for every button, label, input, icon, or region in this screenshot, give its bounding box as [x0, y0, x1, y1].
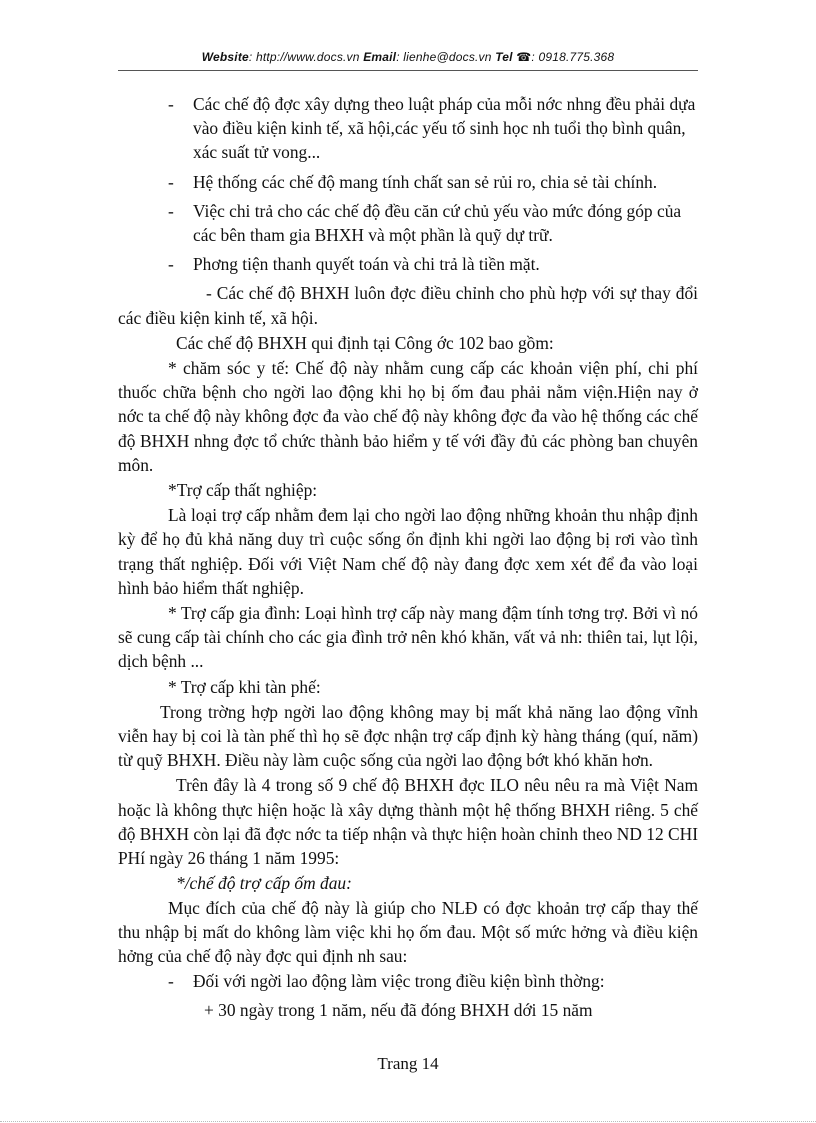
paragraph: Trong trờng hợp ngời lao động không may bị mất khả năng lao động vĩnh viễn hay bị coi là tàn phế thì họ sẽ đợc nhận trợ cấp định kỳ hàng tháng (quí, năm) từ quỹ BHXH. Điều này làm cuộc sống của ngời lao động bớt khó khăn hơn.: [118, 701, 698, 771]
page-header: [0, 50, 816, 64]
tel-value: : 0918.775.368: [531, 50, 615, 64]
section-heading: */chế độ trợ cấp ốm đau:: [176, 873, 352, 894]
bullet-dash: -: [168, 171, 174, 192]
paragraph: * Trợ cấp gia đình: Loại hình trợ cấp này mang đậm tính tơng trợ. Bởi vì nó sẽ cung cấp tài chính cho các gia đình trở nên khó khăn, vất vả nh: thiên tai, lụt lội, dịch bệnh ...: [118, 603, 698, 672]
paragraph: - Các chế độ BHXH luôn đợc điều chỉnh cho phù hợp với sự thay đổi các điều kiện kinh tế, xã hội.: [118, 283, 698, 328]
bullet-dash: -: [168, 971, 174, 992]
bullet-item: - Việc chi trả cho các chế độ đều căn cứ chủ yếu vào mức đóng góp của các bên tham gia BHXH và một phần là quỹ dự trữ.: [168, 200, 682, 246]
bullet-dash: -: [168, 254, 174, 275]
sub-item: + 30 ngày trong 1 năm, nếu đã đóng BHXH dới 15 năm: [204, 1000, 593, 1021]
website-value: : http://www.docs.vn: [248, 50, 360, 64]
paragraph: Trên đây là 4 trong số 9 chế độ BHXH đợc ILO nêu nêu ra mà Việt Nam hoặc là không thực hiện hoặc là xây dựng thành một hệ thống BHXH riêng. 5 chế độ BHXH còn lại đã đợc nớc ta tiếp nhận và thực hiện hoàn chỉnh theo ND 12 CHI PHí ngày 26 tháng 1 năm 1995:: [118, 775, 698, 869]
bullet-item: - Phơng tiện thanh quyết toán và chi trả là tiền mặt.: [118, 252, 698, 276]
bullet-item: - Các chế độ đợc xây dựng theo luật pháp của mỗi nớc nhng đều phải dựa vào điều kiện kinh tế, xã hội,các yếu tố sinh học nh tuổi thọ bình quân, xác suất tử vong...: [168, 94, 696, 163]
email-label: Email: [363, 50, 397, 64]
paragraph: Mục đích của chế độ này là giúp cho NLĐ có đợc khoản trợ cấp thay thế thu nhập bị mất do không làm việc khi họ ốm đau. Một số mức hởng và điều kiện hởng của chế độ này đợc qui định nh sau:: [118, 897, 698, 966]
page-number: Trang 14: [377, 1054, 439, 1073]
header-divider: [118, 70, 698, 71]
page-body: [118, 92, 698, 1023]
email-value: : lienhe@docs.vn: [396, 50, 492, 64]
phone-icon: ☎: [516, 50, 532, 64]
paragraph: Các chế độ BHXH qui định tại Công ớc 102 bao gồm:: [176, 332, 554, 353]
paragraph: Là loại trợ cấp nhằm đem lại cho ngời lao động những khoản thu nhập định kỳ để họ đủ khả năng duy trì cuộc sống ổn định khi ngời lao động bị rơi vào tình trạng thất nghiệp. Đối với Việt Nam chế độ này đang đợc xem xét để đa vào loại hình bảo hiểm thất nghiệp.: [118, 505, 698, 598]
website-label: Website: [201, 50, 249, 64]
bottom-divider: [0, 1121, 816, 1122]
tel-label: Tel: [495, 50, 513, 64]
paragraph: * chăm sóc y tế: Chế độ này nhằm cung cấp các khoản viện phí, chi phí thuốc chữa bệnh cho ngời lao động khi họ bị ốm đau phải nằm viện.Hiện nay ở nớc ta chế độ này không đợc đa vào chế độ này không đợc đa vào hệ thống các chế độ BHXH nhng đợc tổ chức thành bảo hiểm y tế với đầy đủ các phòng ban chuyên môn.: [118, 358, 698, 475]
bullet-item: - Hệ thống các chế độ mang tính chất san sẻ rủi ro, chia sẻ tài chính.: [118, 170, 698, 194]
section-heading: * Trợ cấp khi tàn phế:: [168, 676, 321, 697]
bullet-item: - Đối với ngời lao động làm việc trong điều kiện bình thờng:: [118, 969, 698, 993]
bullet-dash: -: [168, 200, 174, 221]
section-heading: *Trợ cấp thất nghiệp:: [168, 480, 318, 501]
bullet-dash: -: [168, 94, 174, 114]
